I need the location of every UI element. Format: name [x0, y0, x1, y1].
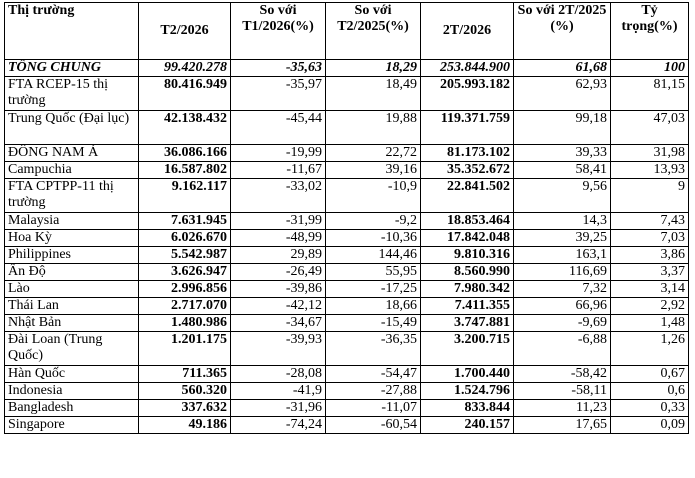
- cell-share: 3,14: [611, 281, 689, 298]
- cell-vs-2t-2025: 17,65: [514, 417, 611, 434]
- cell-share: 81,15: [611, 77, 689, 111]
- cell-2t-2026: 7.411.355: [421, 298, 514, 315]
- cell-vs-t2-2025: 144,46: [326, 247, 421, 264]
- cell-vs-2t-2025: 163,1: [514, 247, 611, 264]
- header-t2-2026: T2/2026: [139, 3, 231, 60]
- table-row: [5, 213, 689, 230]
- cell-market: Campuchia: [5, 162, 139, 179]
- cell-vs-2t-2025: 58,41: [514, 162, 611, 179]
- table-row: [5, 400, 689, 417]
- header-vs-2t-2025: So với 2T/2025 (%): [514, 3, 611, 60]
- table-row: [5, 264, 689, 281]
- cell-t2-2026: 2.717.070: [139, 298, 231, 315]
- cell-vs-t2-2025: -60,54: [326, 417, 421, 434]
- cell-2t-2026: 1.524.796: [421, 383, 514, 400]
- cell-vs-2t-2025: 9,56: [514, 179, 611, 213]
- cell-vs-2t-2025: 39,33: [514, 145, 611, 162]
- cell-vs-t2-2025: -54,47: [326, 366, 421, 383]
- cell-t2-2026: 3.626.947: [139, 264, 231, 281]
- cell-t2-2026: 7.631.945: [139, 213, 231, 230]
- cell-vs-t2-2025: -17,25: [326, 281, 421, 298]
- table-row: [5, 179, 689, 213]
- cell-2t-2026: 35.352.672: [421, 162, 514, 179]
- cell-vs-t2-2025: -27,88: [326, 383, 421, 400]
- cell-market: Indonesia: [5, 383, 139, 400]
- table-row: [5, 332, 689, 366]
- cell-share: 0,67: [611, 366, 689, 383]
- table-row: [5, 366, 689, 383]
- table-row: [5, 417, 689, 434]
- cell-vs-t2-2025: 19,88: [326, 111, 421, 145]
- cell-vs-2t-2025: -9,69: [514, 315, 611, 332]
- cell-vs-t2-2025: -11,07: [326, 400, 421, 417]
- header-vs-t2-2025: So với T2/2025(%): [326, 3, 421, 60]
- cell-2t-2026: 205.993.182: [421, 77, 514, 111]
- cell-2t-2026: 833.844: [421, 400, 514, 417]
- cell-vs-2t-2025: -58,11: [514, 383, 611, 400]
- cell-t2-2026: 80.416.949: [139, 77, 231, 111]
- cell-vs-t1-2026: -48,99: [231, 230, 326, 247]
- cell-market: FTA RCEP-15 thị trường: [5, 77, 139, 111]
- table-row: [5, 111, 689, 145]
- header-2t-2026: 2T/2026: [421, 3, 514, 60]
- cell-vs-2t-2025: 62,93: [514, 77, 611, 111]
- cell-share: 0,6: [611, 383, 689, 400]
- cell-vs-t2-2025: -10,9: [326, 179, 421, 213]
- cell-vs-2t-2025: 14,3: [514, 213, 611, 230]
- cell-t2-2026: 42.138.432: [139, 111, 231, 145]
- cell-vs-t1-2026: -19,99: [231, 145, 326, 162]
- cell-vs-2t-2025: 99,18: [514, 111, 611, 145]
- cell-vs-t2-2025: 18,49: [326, 77, 421, 111]
- cell-market: ĐÔNG NAM Á: [5, 145, 139, 162]
- cell-vs-t1-2026: -26,49: [231, 264, 326, 281]
- cell-share: 1,48: [611, 315, 689, 332]
- cell-2t-2026: 81.173.102: [421, 145, 514, 162]
- cell-2t-2026: 22.841.502: [421, 179, 514, 213]
- header-share: Tỷ trọng(%): [611, 3, 689, 60]
- cell-vs-t1-2026: -41,9: [231, 383, 326, 400]
- table-row: [5, 230, 689, 247]
- cell-vs-t2-2025: 22,72: [326, 145, 421, 162]
- cell-vs-t1-2026: -34,67: [231, 315, 326, 332]
- market-table: [4, 2, 689, 434]
- cell-2t-2026: 3.747.881: [421, 315, 514, 332]
- cell-share: 100: [611, 60, 689, 77]
- cell-2t-2026: 1.700.440: [421, 366, 514, 383]
- cell-2t-2026: 9.810.316: [421, 247, 514, 264]
- cell-market: Singapore: [5, 417, 139, 434]
- cell-2t-2026: 240.157: [421, 417, 514, 434]
- cell-vs-t2-2025: -36,35: [326, 332, 421, 366]
- cell-t2-2026: 1.201.175: [139, 332, 231, 366]
- cell-vs-t1-2026: -31,96: [231, 400, 326, 417]
- cell-t2-2026: 99.420.278: [139, 60, 231, 77]
- cell-share: 2,92: [611, 298, 689, 315]
- cell-market: Philippines: [5, 247, 139, 264]
- cell-vs-t2-2025: -9,2: [326, 213, 421, 230]
- cell-vs-2t-2025: 7,32: [514, 281, 611, 298]
- cell-market: TỔNG CHUNG: [5, 60, 139, 77]
- cell-share: 9: [611, 179, 689, 213]
- cell-vs-t1-2026: -45,44: [231, 111, 326, 145]
- cell-vs-t2-2025: 18,66: [326, 298, 421, 315]
- cell-t2-2026: 560.320: [139, 383, 231, 400]
- table-row: [5, 247, 689, 264]
- cell-t2-2026: 1.480.986: [139, 315, 231, 332]
- cell-t2-2026: 6.026.670: [139, 230, 231, 247]
- cell-share: 47,03: [611, 111, 689, 145]
- cell-vs-t2-2025: 18,29: [326, 60, 421, 77]
- cell-t2-2026: 36.086.166: [139, 145, 231, 162]
- total-row: [5, 60, 689, 77]
- cell-market: Hàn Quốc: [5, 366, 139, 383]
- cell-market: Ấn Độ: [5, 264, 139, 281]
- table-row: [5, 383, 689, 400]
- cell-market: Bangladesh: [5, 400, 139, 417]
- cell-share: 31,98: [611, 145, 689, 162]
- cell-vs-t2-2025: -15,49: [326, 315, 421, 332]
- cell-share: 0,09: [611, 417, 689, 434]
- cell-2t-2026: 119.371.759: [421, 111, 514, 145]
- cell-vs-t1-2026: -39,86: [231, 281, 326, 298]
- cell-vs-t1-2026: -35,63: [231, 60, 326, 77]
- cell-market: Malaysia: [5, 213, 139, 230]
- cell-vs-2t-2025: 116,69: [514, 264, 611, 281]
- cell-share: 7,43: [611, 213, 689, 230]
- cell-t2-2026: 711.365: [139, 366, 231, 383]
- cell-vs-t1-2026: -31,99: [231, 213, 326, 230]
- cell-market: Trung Quốc (Đại lục): [5, 111, 139, 145]
- cell-vs-t2-2025: -10,36: [326, 230, 421, 247]
- cell-t2-2026: 9.162.117: [139, 179, 231, 213]
- cell-vs-t1-2026: -28,08: [231, 366, 326, 383]
- cell-2t-2026: 253.844.900: [421, 60, 514, 77]
- table-row: [5, 162, 689, 179]
- header-market: Thị trường: [5, 3, 139, 60]
- cell-vs-2t-2025: 66,96: [514, 298, 611, 315]
- cell-vs-2t-2025: 11,23: [514, 400, 611, 417]
- cell-share: 13,93: [611, 162, 689, 179]
- cell-t2-2026: 5.542.987: [139, 247, 231, 264]
- cell-vs-t1-2026: -39,93: [231, 332, 326, 366]
- cell-market: Thái Lan: [5, 298, 139, 315]
- cell-vs-t1-2026: -11,67: [231, 162, 326, 179]
- cell-market: Lào: [5, 281, 139, 298]
- cell-market: Nhật Bản: [5, 315, 139, 332]
- cell-t2-2026: 16.587.802: [139, 162, 231, 179]
- cell-share: 3,86: [611, 247, 689, 264]
- cell-market: Đài Loan (Trung Quốc): [5, 332, 139, 366]
- cell-t2-2026: 2.996.856: [139, 281, 231, 298]
- cell-vs-t2-2025: 39,16: [326, 162, 421, 179]
- cell-vs-2t-2025: 61,68: [514, 60, 611, 77]
- cell-vs-t1-2026: -42,12: [231, 298, 326, 315]
- cell-share: 1,26: [611, 332, 689, 366]
- cell-market: Hoa Kỳ: [5, 230, 139, 247]
- cell-t2-2026: 337.632: [139, 400, 231, 417]
- cell-share: 7,03: [611, 230, 689, 247]
- cell-vs-2t-2025: 39,25: [514, 230, 611, 247]
- cell-t2-2026: 49.186: [139, 417, 231, 434]
- table-row: [5, 281, 689, 298]
- table-row: [5, 77, 689, 111]
- cell-share: 0,33: [611, 400, 689, 417]
- table-row: [5, 298, 689, 315]
- cell-vs-t2-2025: 55,95: [326, 264, 421, 281]
- cell-vs-t1-2026: -35,97: [231, 77, 326, 111]
- cell-2t-2026: 7.980.342: [421, 281, 514, 298]
- cell-vs-2t-2025: -58,42: [514, 366, 611, 383]
- table-row: [5, 315, 689, 332]
- cell-2t-2026: 3.200.715: [421, 332, 514, 366]
- cell-2t-2026: 18.853.464: [421, 213, 514, 230]
- cell-vs-t1-2026: -33,02: [231, 179, 326, 213]
- header-vs-t1-2026: So với T1/2026(%): [231, 3, 326, 60]
- cell-share: 3,37: [611, 264, 689, 281]
- cell-vs-t1-2026: 29,89: [231, 247, 326, 264]
- cell-2t-2026: 8.560.990: [421, 264, 514, 281]
- cell-vs-2t-2025: -6,88: [514, 332, 611, 366]
- table-row: [5, 145, 689, 162]
- cell-market: FTA CPTPP-11 thị trường: [5, 179, 139, 213]
- cell-vs-t1-2026: -74,24: [231, 417, 326, 434]
- cell-2t-2026: 17.842.048: [421, 230, 514, 247]
- header-row: [5, 3, 689, 60]
